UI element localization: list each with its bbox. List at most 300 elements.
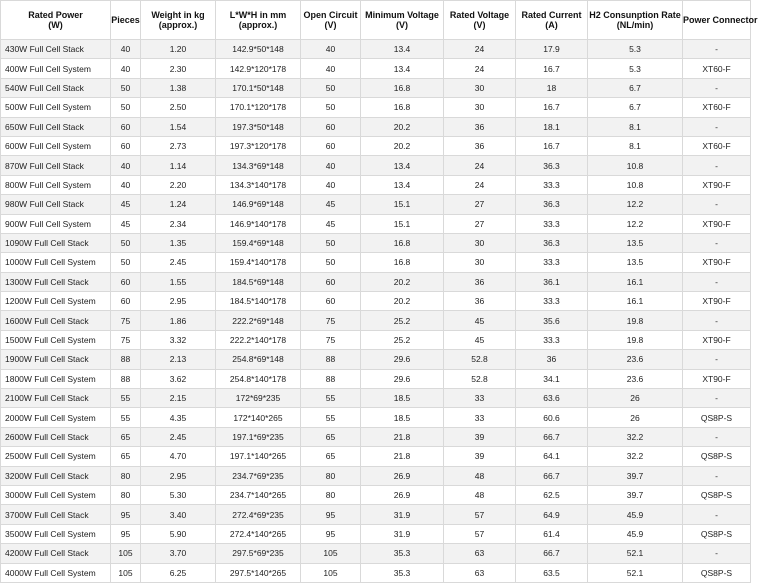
- minimum-voltage-cell: 16.8: [361, 233, 444, 252]
- pieces-cell: 40: [111, 156, 141, 175]
- h2-consumption-cell: 32.2: [588, 427, 683, 446]
- minimum-voltage-cell: 25.2: [361, 311, 444, 330]
- header-text: (V): [396, 20, 408, 30]
- product-name-cell: 870W Full Cell Stack: [1, 156, 111, 175]
- minimum-voltage-cell: 18.5: [361, 408, 444, 427]
- rated-voltage-cell: 24: [444, 175, 516, 194]
- header-text: L*W*H in mm: [229, 10, 287, 20]
- minimum-voltage-cell: 20.2: [361, 117, 444, 136]
- rated-voltage-cell: 45: [444, 330, 516, 349]
- product-name-cell: 2100W Full Cell Stack: [1, 389, 111, 408]
- open-circuit-cell: 40: [301, 40, 361, 59]
- dimensions-cell: 172*140*265: [216, 408, 301, 427]
- open-circuit-cell: 60: [301, 272, 361, 291]
- weight-cell: 3.32: [141, 330, 216, 349]
- header-text: Rated Current: [521, 10, 582, 20]
- open-circuit-cell: 80: [301, 485, 361, 504]
- table-row: [1, 505, 751, 524]
- rated-current-cell: 33.3: [516, 175, 588, 194]
- h2-consumption-cell: 13.5: [588, 233, 683, 252]
- minimum-voltage-cell: 31.9: [361, 505, 444, 524]
- product-name-cell: 4000W Full Cell System: [1, 563, 111, 582]
- product-name-cell: 800W Full Cell System: [1, 175, 111, 194]
- dimensions-cell: 197.3*120*178: [216, 136, 301, 155]
- open-circuit-cell: 60: [301, 292, 361, 311]
- table-row: [1, 485, 751, 504]
- h2-consumption-cell: 19.8: [588, 311, 683, 330]
- power-connector-cell: -: [683, 195, 751, 214]
- header-text: (approx.): [158, 20, 198, 30]
- table-row: [1, 40, 751, 59]
- rated-voltage-cell: 33: [444, 408, 516, 427]
- product-name-cell: 3000W Full Cell System: [1, 485, 111, 504]
- dimensions-cell: 172*69*235: [216, 389, 301, 408]
- power-connector-cell: -: [683, 78, 751, 97]
- table-row: [1, 369, 751, 388]
- open-circuit-cell: 95: [301, 524, 361, 543]
- h2-consumption-cell: 23.6: [588, 369, 683, 388]
- minimum-voltage-cell: 20.2: [361, 292, 444, 311]
- h2-consumption-cell: 23.6: [588, 350, 683, 369]
- dimensions-cell: 297.5*140*265: [216, 563, 301, 582]
- pieces-cell: 80: [111, 485, 141, 504]
- rated-current-cell: 36.3: [516, 156, 588, 175]
- dimensions-cell: 222.2*69*148: [216, 311, 301, 330]
- power-connector-cell: -: [683, 117, 751, 136]
- power-connector-cell: XT90-F: [683, 253, 751, 272]
- open-circuit-cell: 55: [301, 408, 361, 427]
- rated-current-cell: 33.3: [516, 330, 588, 349]
- pieces-cell: 45: [111, 195, 141, 214]
- power-connector-cell: QS8P-S: [683, 447, 751, 466]
- rated-current-cell: 18.1: [516, 117, 588, 136]
- rated-voltage-cell: 36: [444, 117, 516, 136]
- weight-cell: 4.35: [141, 408, 216, 427]
- rated-current-cell: 18: [516, 78, 588, 97]
- rated-current-cell: 36.3: [516, 195, 588, 214]
- rated-current-cell: 64.1: [516, 447, 588, 466]
- open-circuit-cell: 65: [301, 427, 361, 446]
- weight-cell: 3.40: [141, 505, 216, 524]
- rated-voltage-cell: 24: [444, 59, 516, 78]
- power-connector-cell: QS8P-S: [683, 524, 751, 543]
- dimensions-cell: 222.2*140*178: [216, 330, 301, 349]
- dimensions-cell: 142.9*120*178: [216, 59, 301, 78]
- rated-current-cell: 33.3: [516, 214, 588, 233]
- weight-cell: 2.15: [141, 389, 216, 408]
- open-circuit-cell: 95: [301, 505, 361, 524]
- pieces-cell: 50: [111, 98, 141, 117]
- power-connector-cell: -: [683, 311, 751, 330]
- minimum-voltage-cell: 21.8: [361, 427, 444, 446]
- open-circuit-cell: 50: [301, 98, 361, 117]
- weight-cell: 2.95: [141, 292, 216, 311]
- open-circuit-cell: 75: [301, 330, 361, 349]
- table-row: [1, 98, 751, 117]
- rated-voltage-cell: 57: [444, 524, 516, 543]
- h2-consumption-cell: 10.8: [588, 156, 683, 175]
- minimum-voltage-cell: 26.9: [361, 466, 444, 485]
- rated-current-header: [516, 1, 588, 40]
- minimum-voltage-cell: 25.2: [361, 330, 444, 349]
- product-name-cell: 430W Full Cell Stack: [1, 40, 111, 59]
- rated-current-cell: 33.3: [516, 292, 588, 311]
- header-text: Rated Power: [28, 10, 83, 20]
- rated-voltage-cell: 63: [444, 563, 516, 582]
- product-name-cell: 1600W Full Cell Stack: [1, 311, 111, 330]
- minimum-voltage-cell: 13.4: [361, 59, 444, 78]
- dimensions-cell: 234.7*140*265: [216, 485, 301, 504]
- header-text: Minimum Voltage: [365, 10, 439, 20]
- pieces-header: [111, 1, 141, 40]
- pieces-cell: 50: [111, 78, 141, 97]
- weight-cell: 2.45: [141, 253, 216, 272]
- minimum-voltage-cell: 35.3: [361, 563, 444, 582]
- rated-voltage-cell: 52.8: [444, 369, 516, 388]
- weight-cell: 2.95: [141, 466, 216, 485]
- weight-cell: 4.70: [141, 447, 216, 466]
- table-row: [1, 59, 751, 78]
- pieces-cell: 105: [111, 563, 141, 582]
- power-connector-cell: -: [683, 233, 751, 252]
- dimensions-cell: 170.1*120*178: [216, 98, 301, 117]
- product-name-cell: 4200W Full Cell Stack: [1, 544, 111, 563]
- rated-voltage-cell: 48: [444, 485, 516, 504]
- minimum-voltage-cell: 20.2: [361, 272, 444, 291]
- product-name-cell: 1900W Full Cell Stack: [1, 350, 111, 369]
- minimum-voltage-cell: 16.8: [361, 78, 444, 97]
- power-connector-cell: -: [683, 466, 751, 485]
- h2-consumption-cell: 52.1: [588, 544, 683, 563]
- minimum-voltage-cell: 31.9: [361, 524, 444, 543]
- rated-voltage-cell: 39: [444, 447, 516, 466]
- open-circuit-cell: 40: [301, 59, 361, 78]
- product-name-cell: 650W Full Cell Stack: [1, 117, 111, 136]
- power-connector-cell: -: [683, 350, 751, 369]
- table-row: [1, 156, 751, 175]
- rated-current-cell: 17.9: [516, 40, 588, 59]
- rated-current-cell: 16.7: [516, 98, 588, 117]
- rated-current-cell: 63.6: [516, 389, 588, 408]
- header-text: Weight in kg: [151, 10, 205, 20]
- minimum-voltage-cell: 35.3: [361, 544, 444, 563]
- h2-consumption-cell: 6.7: [588, 98, 683, 117]
- dimensions-cell: 159.4*140*178: [216, 253, 301, 272]
- minimum-voltage-cell: 26.9: [361, 485, 444, 504]
- weight-cell: 2.34: [141, 214, 216, 233]
- rated-current-cell: 62.5: [516, 485, 588, 504]
- minimum-voltage-header: [361, 1, 444, 40]
- table-row: [1, 195, 751, 214]
- weight-cell: 2.45: [141, 427, 216, 446]
- dimensions-header: [216, 1, 301, 40]
- h2-consumption-cell: 39.7: [588, 485, 683, 504]
- product-name-cell: 2500W Full Cell System: [1, 447, 111, 466]
- product-name-cell: 2000W Full Cell System: [1, 408, 111, 427]
- pieces-cell: 60: [111, 292, 141, 311]
- rated-voltage-cell: 36: [444, 136, 516, 155]
- dimensions-cell: 134.3*69*148: [216, 156, 301, 175]
- dimensions-cell: 146.9*140*178: [216, 214, 301, 233]
- weight-cell: 1.86: [141, 311, 216, 330]
- product-name-cell: 540W Full Cell Stack: [1, 78, 111, 97]
- pieces-cell: 40: [111, 40, 141, 59]
- dimensions-cell: 170.1*50*148: [216, 78, 301, 97]
- minimum-voltage-cell: 18.5: [361, 389, 444, 408]
- power-connector-cell: XT60-F: [683, 98, 751, 117]
- h2-consumption-cell: 5.3: [588, 40, 683, 59]
- open-circuit-cell: 45: [301, 195, 361, 214]
- power-connector-cell: QS8P-S: [683, 563, 751, 582]
- open-circuit-cell: 60: [301, 136, 361, 155]
- h2-consumption-cell: 32.2: [588, 447, 683, 466]
- pieces-cell: 95: [111, 505, 141, 524]
- table-row: [1, 524, 751, 543]
- open-circuit-cell: 88: [301, 369, 361, 388]
- pieces-cell: 55: [111, 389, 141, 408]
- product-name-cell: 900W Full Cell System: [1, 214, 111, 233]
- rated-current-cell: 16.7: [516, 59, 588, 78]
- h2-consumption-header: [588, 1, 683, 40]
- power-connector-cell: XT60-F: [683, 59, 751, 78]
- open-circuit-cell: 80: [301, 466, 361, 485]
- pieces-cell: 95: [111, 524, 141, 543]
- h2-consumption-cell: 16.1: [588, 272, 683, 291]
- dimensions-cell: 254.8*69*148: [216, 350, 301, 369]
- h2-consumption-cell: 26: [588, 389, 683, 408]
- table-row: [1, 117, 751, 136]
- table-row: [1, 466, 751, 485]
- power-connector-cell: XT90-F: [683, 292, 751, 311]
- rated-current-cell: 66.7: [516, 427, 588, 446]
- weight-cell: 1.20: [141, 40, 216, 59]
- minimum-voltage-cell: 13.4: [361, 156, 444, 175]
- weight-cell: 3.62: [141, 369, 216, 388]
- h2-consumption-cell: 12.2: [588, 214, 683, 233]
- weight-header: [141, 1, 216, 40]
- power-connector-cell: XT60-F: [683, 136, 751, 155]
- rated-current-cell: 36: [516, 350, 588, 369]
- table-row: [1, 311, 751, 330]
- weight-cell: 2.20: [141, 175, 216, 194]
- rated-current-cell: 66.7: [516, 466, 588, 485]
- rated-current-cell: 35.6: [516, 311, 588, 330]
- table-row: [1, 544, 751, 563]
- rated-current-cell: 61.4: [516, 524, 588, 543]
- product-name-cell: 1800W Full Cell System: [1, 369, 111, 388]
- pieces-cell: 50: [111, 233, 141, 252]
- h2-consumption-cell: 10.8: [588, 175, 683, 194]
- pieces-cell: 75: [111, 330, 141, 349]
- power-connector-header: [683, 1, 758, 40]
- pieces-cell: 88: [111, 350, 141, 369]
- dimensions-cell: 159.4*69*148: [216, 233, 301, 252]
- minimum-voltage-cell: 16.8: [361, 98, 444, 117]
- weight-cell: 2.30: [141, 59, 216, 78]
- rated-voltage-cell: 27: [444, 214, 516, 233]
- pieces-cell: 60: [111, 117, 141, 136]
- pieces-cell: 60: [111, 272, 141, 291]
- open-circuit-cell: 50: [301, 78, 361, 97]
- weight-cell: 5.90: [141, 524, 216, 543]
- power-connector-cell: QS8P-S: [683, 408, 751, 427]
- weight-cell: 1.38: [141, 78, 216, 97]
- dimensions-cell: 146.9*69*148: [216, 195, 301, 214]
- table-row: [1, 292, 751, 311]
- pieces-cell: 40: [111, 175, 141, 194]
- rated-current-cell: 36.1: [516, 272, 588, 291]
- rated-voltage-cell: 24: [444, 156, 516, 175]
- dimensions-cell: 197.3*50*148: [216, 117, 301, 136]
- product-name-cell: 1090W Full Cell Stack: [1, 233, 111, 252]
- open-circuit-header: [301, 1, 361, 40]
- h2-consumption-cell: 19.8: [588, 330, 683, 349]
- rated-current-cell: 33.3: [516, 253, 588, 272]
- header-text: (approx.): [238, 20, 278, 30]
- rated-voltage-cell: 30: [444, 253, 516, 272]
- dimensions-cell: 272.4*69*235: [216, 505, 301, 524]
- weight-cell: 1.14: [141, 156, 216, 175]
- open-circuit-cell: 45: [301, 214, 361, 233]
- power-connector-cell: QS8P-S: [683, 485, 751, 504]
- rated-current-cell: 66.7: [516, 544, 588, 563]
- dimensions-cell: 142.9*50*148: [216, 40, 301, 59]
- h2-consumption-cell: 26: [588, 408, 683, 427]
- power-connector-cell: -: [683, 40, 751, 59]
- weight-cell: 6.25: [141, 563, 216, 582]
- minimum-voltage-cell: 15.1: [361, 214, 444, 233]
- pieces-cell: 45: [111, 214, 141, 233]
- minimum-voltage-cell: 13.4: [361, 40, 444, 59]
- product-name-cell: 400W Full Cell System: [1, 59, 111, 78]
- open-circuit-cell: 50: [301, 233, 361, 252]
- dimensions-cell: 197.1*140*265: [216, 447, 301, 466]
- h2-consumption-cell: 45.9: [588, 524, 683, 543]
- h2-consumption-cell: 8.1: [588, 136, 683, 155]
- table-body: [1, 40, 751, 583]
- rated-current-cell: 36.3: [516, 233, 588, 252]
- weight-cell: 2.73: [141, 136, 216, 155]
- pieces-cell: 65: [111, 427, 141, 446]
- open-circuit-cell: 50: [301, 253, 361, 272]
- pieces-cell: 75: [111, 311, 141, 330]
- rated-voltage-header: [444, 1, 516, 40]
- dimensions-cell: 197.1*69*235: [216, 427, 301, 446]
- table-row: [1, 563, 751, 582]
- open-circuit-cell: 88: [301, 350, 361, 369]
- pieces-cell: 80: [111, 466, 141, 485]
- h2-consumption-cell: 39.7: [588, 466, 683, 485]
- h2-consumption-cell: 13.5: [588, 253, 683, 272]
- minimum-voltage-cell: 20.2: [361, 136, 444, 155]
- minimum-voltage-cell: 21.8: [361, 447, 444, 466]
- weight-cell: 3.70: [141, 544, 216, 563]
- header-text: H2 Consunption Rate: [589, 10, 681, 20]
- rated-voltage-cell: 48: [444, 466, 516, 485]
- open-circuit-cell: 40: [301, 156, 361, 175]
- rated-voltage-cell: 27: [444, 195, 516, 214]
- power-connector-cell: XT90-F: [683, 175, 751, 194]
- open-circuit-cell: 75: [301, 311, 361, 330]
- pieces-cell: 65: [111, 447, 141, 466]
- pieces-cell: 50: [111, 253, 141, 272]
- rated-voltage-cell: 30: [444, 233, 516, 252]
- product-name-cell: 3200W Full Cell Stack: [1, 466, 111, 485]
- power-connector-cell: -: [683, 272, 751, 291]
- table-row: [1, 214, 751, 233]
- product-name-cell: 3500W Full Cell System: [1, 524, 111, 543]
- rated-current-cell: 63.5: [516, 563, 588, 582]
- dimensions-cell: 134.3*140*178: [216, 175, 301, 194]
- header-text: (W): [48, 20, 63, 30]
- table-header-row: [1, 1, 751, 40]
- header-text: Pieces: [111, 15, 140, 25]
- product-name-cell: 1000W Full Cell System: [1, 253, 111, 272]
- table-row: [1, 233, 751, 252]
- table-row: [1, 427, 751, 446]
- minimum-voltage-cell: 15.1: [361, 195, 444, 214]
- power-connector-cell: -: [683, 427, 751, 446]
- open-circuit-cell: 40: [301, 175, 361, 194]
- header-text: (NL/min): [616, 20, 654, 30]
- rated-voltage-cell: 36: [444, 292, 516, 311]
- h2-consumption-cell: 12.2: [588, 195, 683, 214]
- rated-current-cell: 34.1: [516, 369, 588, 388]
- h2-consumption-cell: 6.7: [588, 78, 683, 97]
- power-connector-cell: XT90-F: [683, 369, 751, 388]
- rated-voltage-cell: 36: [444, 272, 516, 291]
- table-row: [1, 272, 751, 291]
- product-name-cell: 980W Full Cell Stack: [1, 195, 111, 214]
- h2-consumption-cell: 5.3: [588, 59, 683, 78]
- product-name-cell: 2600W Full Cell Stack: [1, 427, 111, 446]
- h2-consumption-cell: 16.1: [588, 292, 683, 311]
- table-row: [1, 389, 751, 408]
- product-name-cell: 1200W Full Cell System: [1, 292, 111, 311]
- pieces-cell: 55: [111, 408, 141, 427]
- power-connector-cell: -: [683, 505, 751, 524]
- power-connector-cell: -: [683, 544, 751, 563]
- power-connector-cell: XT90-F: [683, 330, 751, 349]
- weight-cell: 1.54: [141, 117, 216, 136]
- rated-voltage-cell: 30: [444, 98, 516, 117]
- dimensions-cell: 184.5*140*178: [216, 292, 301, 311]
- product-name-cell: 3700W Full Cell Stack: [1, 505, 111, 524]
- header-text: (A): [545, 20, 558, 30]
- power-connector-cell: -: [683, 389, 751, 408]
- open-circuit-cell: 105: [301, 563, 361, 582]
- rated-power-header: [1, 1, 111, 40]
- product-name-cell: 600W Full Cell System: [1, 136, 111, 155]
- power-connector-cell: -: [683, 156, 751, 175]
- pieces-cell: 40: [111, 59, 141, 78]
- rated-voltage-cell: 45: [444, 311, 516, 330]
- open-circuit-cell: 55: [301, 389, 361, 408]
- table-row: [1, 136, 751, 155]
- header-text: Open Circuit: [303, 10, 358, 20]
- minimum-voltage-cell: 29.6: [361, 350, 444, 369]
- table-row: [1, 253, 751, 272]
- table-row: [1, 408, 751, 427]
- table-row: [1, 447, 751, 466]
- weight-cell: 1.35: [141, 233, 216, 252]
- pieces-cell: 60: [111, 136, 141, 155]
- table-row: [1, 330, 751, 349]
- pieces-cell: 105: [111, 544, 141, 563]
- dimensions-cell: 272.4*140*265: [216, 524, 301, 543]
- rated-voltage-cell: 52.8: [444, 350, 516, 369]
- dimensions-cell: 297.5*69*235: [216, 544, 301, 563]
